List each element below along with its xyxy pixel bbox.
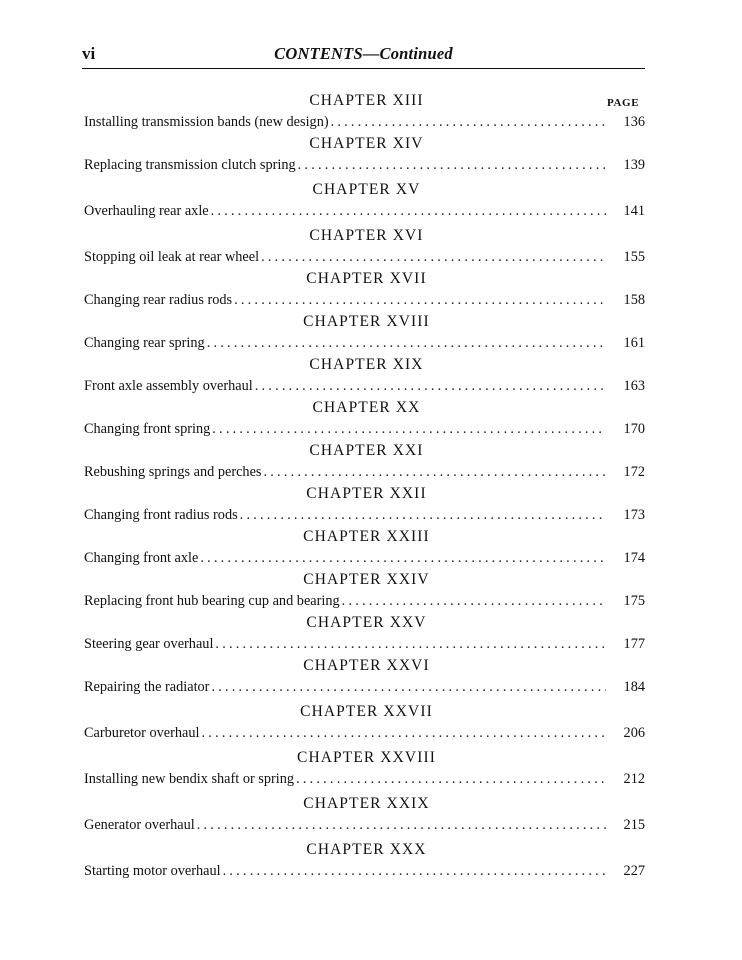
entry-page-number: 163 xyxy=(623,378,645,394)
chapter-block xyxy=(84,179,645,225)
chapter-block xyxy=(84,483,645,526)
entry-page-number: 173 xyxy=(623,507,645,523)
dot-leader xyxy=(212,419,606,440)
entry-page-number: 227 xyxy=(623,863,645,879)
toc-entry[interactable] xyxy=(84,112,645,133)
entry-title: Changing front spring xyxy=(84,421,211,437)
entry-page-number: 215 xyxy=(623,817,645,833)
entry-page-number: 141 xyxy=(623,203,645,219)
dot-leader xyxy=(261,247,606,268)
chapter-title: CHAPTER XXIV xyxy=(303,571,430,588)
entry-page-number: 212 xyxy=(623,771,645,787)
entry-title: Replacing front hub bearing cup and bearing xyxy=(84,593,340,609)
entry-title: Generator overhaul xyxy=(84,817,195,833)
chapter-block xyxy=(84,701,645,747)
chapter-title: CHAPTER XX xyxy=(312,399,421,416)
entry-page-number: 136 xyxy=(623,114,645,130)
dot-leader xyxy=(296,769,606,790)
chapter-title: CHAPTER XIV xyxy=(309,135,424,152)
entry-page-number: 175 xyxy=(623,593,645,609)
chapter-block xyxy=(84,397,645,440)
entry-title: Rebushing springs and perches xyxy=(84,464,262,480)
entry-title: Starting motor overhaul xyxy=(84,863,221,879)
dot-leader xyxy=(223,861,606,882)
chapter-title: CHAPTER XXVIII xyxy=(297,749,436,766)
chapter-block xyxy=(84,354,645,397)
chapter-title: CHAPTER XXVI xyxy=(303,657,430,674)
dot-leader xyxy=(207,333,606,354)
toc-entry[interactable] xyxy=(84,290,645,311)
entry-page-number: 206 xyxy=(623,725,645,741)
dot-leader xyxy=(240,505,606,526)
toc-entry[interactable] xyxy=(84,333,645,354)
entry-title: Repairing the radiator xyxy=(84,679,210,695)
chapter-title: CHAPTER XXII xyxy=(306,485,427,502)
entry-page-number: 174 xyxy=(623,550,645,566)
entry-title: Installing new bendix shaft or spring xyxy=(84,771,295,787)
chapter-block xyxy=(84,612,645,655)
chapter-title: CHAPTER XXV xyxy=(306,614,427,631)
toc-entry[interactable] xyxy=(84,376,645,397)
entry-title: Steering gear overhaul xyxy=(84,636,214,652)
entry-title: Changing rear radius rods xyxy=(84,292,233,308)
table-of-contents xyxy=(84,90,645,882)
entry-title: Installing transmission bands (new design) xyxy=(84,114,329,130)
chapter-block xyxy=(84,526,645,569)
chapter-block xyxy=(84,268,645,311)
chapter-block xyxy=(84,225,645,268)
chapter-block xyxy=(84,839,645,882)
toc-entry[interactable] xyxy=(84,769,645,790)
chapter-title: CHAPTER XXX xyxy=(306,841,427,858)
entry-title: Replacing transmission clutch spring xyxy=(84,157,296,173)
toc-entry[interactable] xyxy=(84,723,645,744)
entry-title: Stopping oil leak at rear wheel xyxy=(84,249,260,265)
dot-leader xyxy=(255,376,606,397)
toc-entry[interactable] xyxy=(84,634,645,655)
toc-entry[interactable] xyxy=(84,201,645,222)
toc-entry[interactable] xyxy=(84,677,645,698)
dot-leader xyxy=(211,201,606,222)
chapter-block xyxy=(84,133,645,179)
chapter-title: CHAPTER XVIII xyxy=(303,313,430,330)
entry-title: Overhauling rear axle xyxy=(84,203,209,219)
entry-page-number: 170 xyxy=(623,421,645,437)
toc-entry[interactable] xyxy=(84,505,645,526)
chapter-title: CHAPTER XVII xyxy=(306,270,427,287)
chapter-block xyxy=(84,440,645,483)
entry-title: Changing front radius rods xyxy=(84,507,238,523)
chapter-block xyxy=(84,793,645,839)
chapter-block xyxy=(84,655,645,701)
page-header xyxy=(82,44,645,70)
dot-leader xyxy=(197,815,606,836)
dot-leader xyxy=(211,677,606,698)
dot-leader xyxy=(200,548,606,569)
chapter-block xyxy=(84,569,645,612)
chapter-block xyxy=(84,747,645,793)
toc-entry[interactable] xyxy=(84,247,645,268)
chapter-title: CHAPTER XV xyxy=(312,181,421,198)
entry-page-number: 139 xyxy=(623,157,645,173)
entry-page-number: 172 xyxy=(623,464,645,480)
toc-entry[interactable] xyxy=(84,462,645,483)
chapter-title: CHAPTER XXI xyxy=(309,442,424,459)
toc-entry[interactable] xyxy=(84,419,645,440)
dot-leader xyxy=(264,462,607,483)
toc-entry[interactable] xyxy=(84,815,645,836)
page-column-label: PAGE xyxy=(607,97,640,109)
dot-leader xyxy=(215,634,606,655)
running-title: CONTENTS—Continued xyxy=(274,44,453,63)
chapter-title: CHAPTER XVI xyxy=(309,227,424,244)
entry-title: Front axle assembly overhaul xyxy=(84,378,253,394)
dot-leader xyxy=(331,112,606,133)
entry-page-number: 184 xyxy=(623,679,645,695)
page-number-roman: vi xyxy=(82,44,96,63)
entry-title: Changing front axle xyxy=(84,550,199,566)
dot-leader xyxy=(202,723,606,744)
entry-page-number: 158 xyxy=(623,292,645,308)
toc-entry[interactable] xyxy=(84,155,645,176)
chapter-title: CHAPTER XXIX xyxy=(303,795,430,812)
header-rule xyxy=(82,68,645,69)
toc-entry[interactable] xyxy=(84,861,645,882)
entry-title: Carburetor overhaul xyxy=(84,725,200,741)
entry-title: Changing rear spring xyxy=(84,335,205,351)
toc-entry[interactable] xyxy=(84,548,645,569)
chapter-title: CHAPTER XIII xyxy=(309,92,424,109)
chapter-block xyxy=(84,311,645,354)
chapter-title: CHAPTER XXVII xyxy=(300,703,433,720)
toc-entry[interactable] xyxy=(84,591,645,612)
dot-leader xyxy=(342,591,606,612)
chapter-title: CHAPTER XXIII xyxy=(303,528,430,545)
chapter-block xyxy=(84,90,645,133)
entry-page-number: 155 xyxy=(623,249,645,265)
entry-page-number: 161 xyxy=(623,335,645,351)
chapter-title: CHAPTER XIX xyxy=(309,356,424,373)
dot-leader xyxy=(234,290,606,311)
entry-page-number: 177 xyxy=(623,636,645,652)
dot-leader xyxy=(298,155,606,176)
